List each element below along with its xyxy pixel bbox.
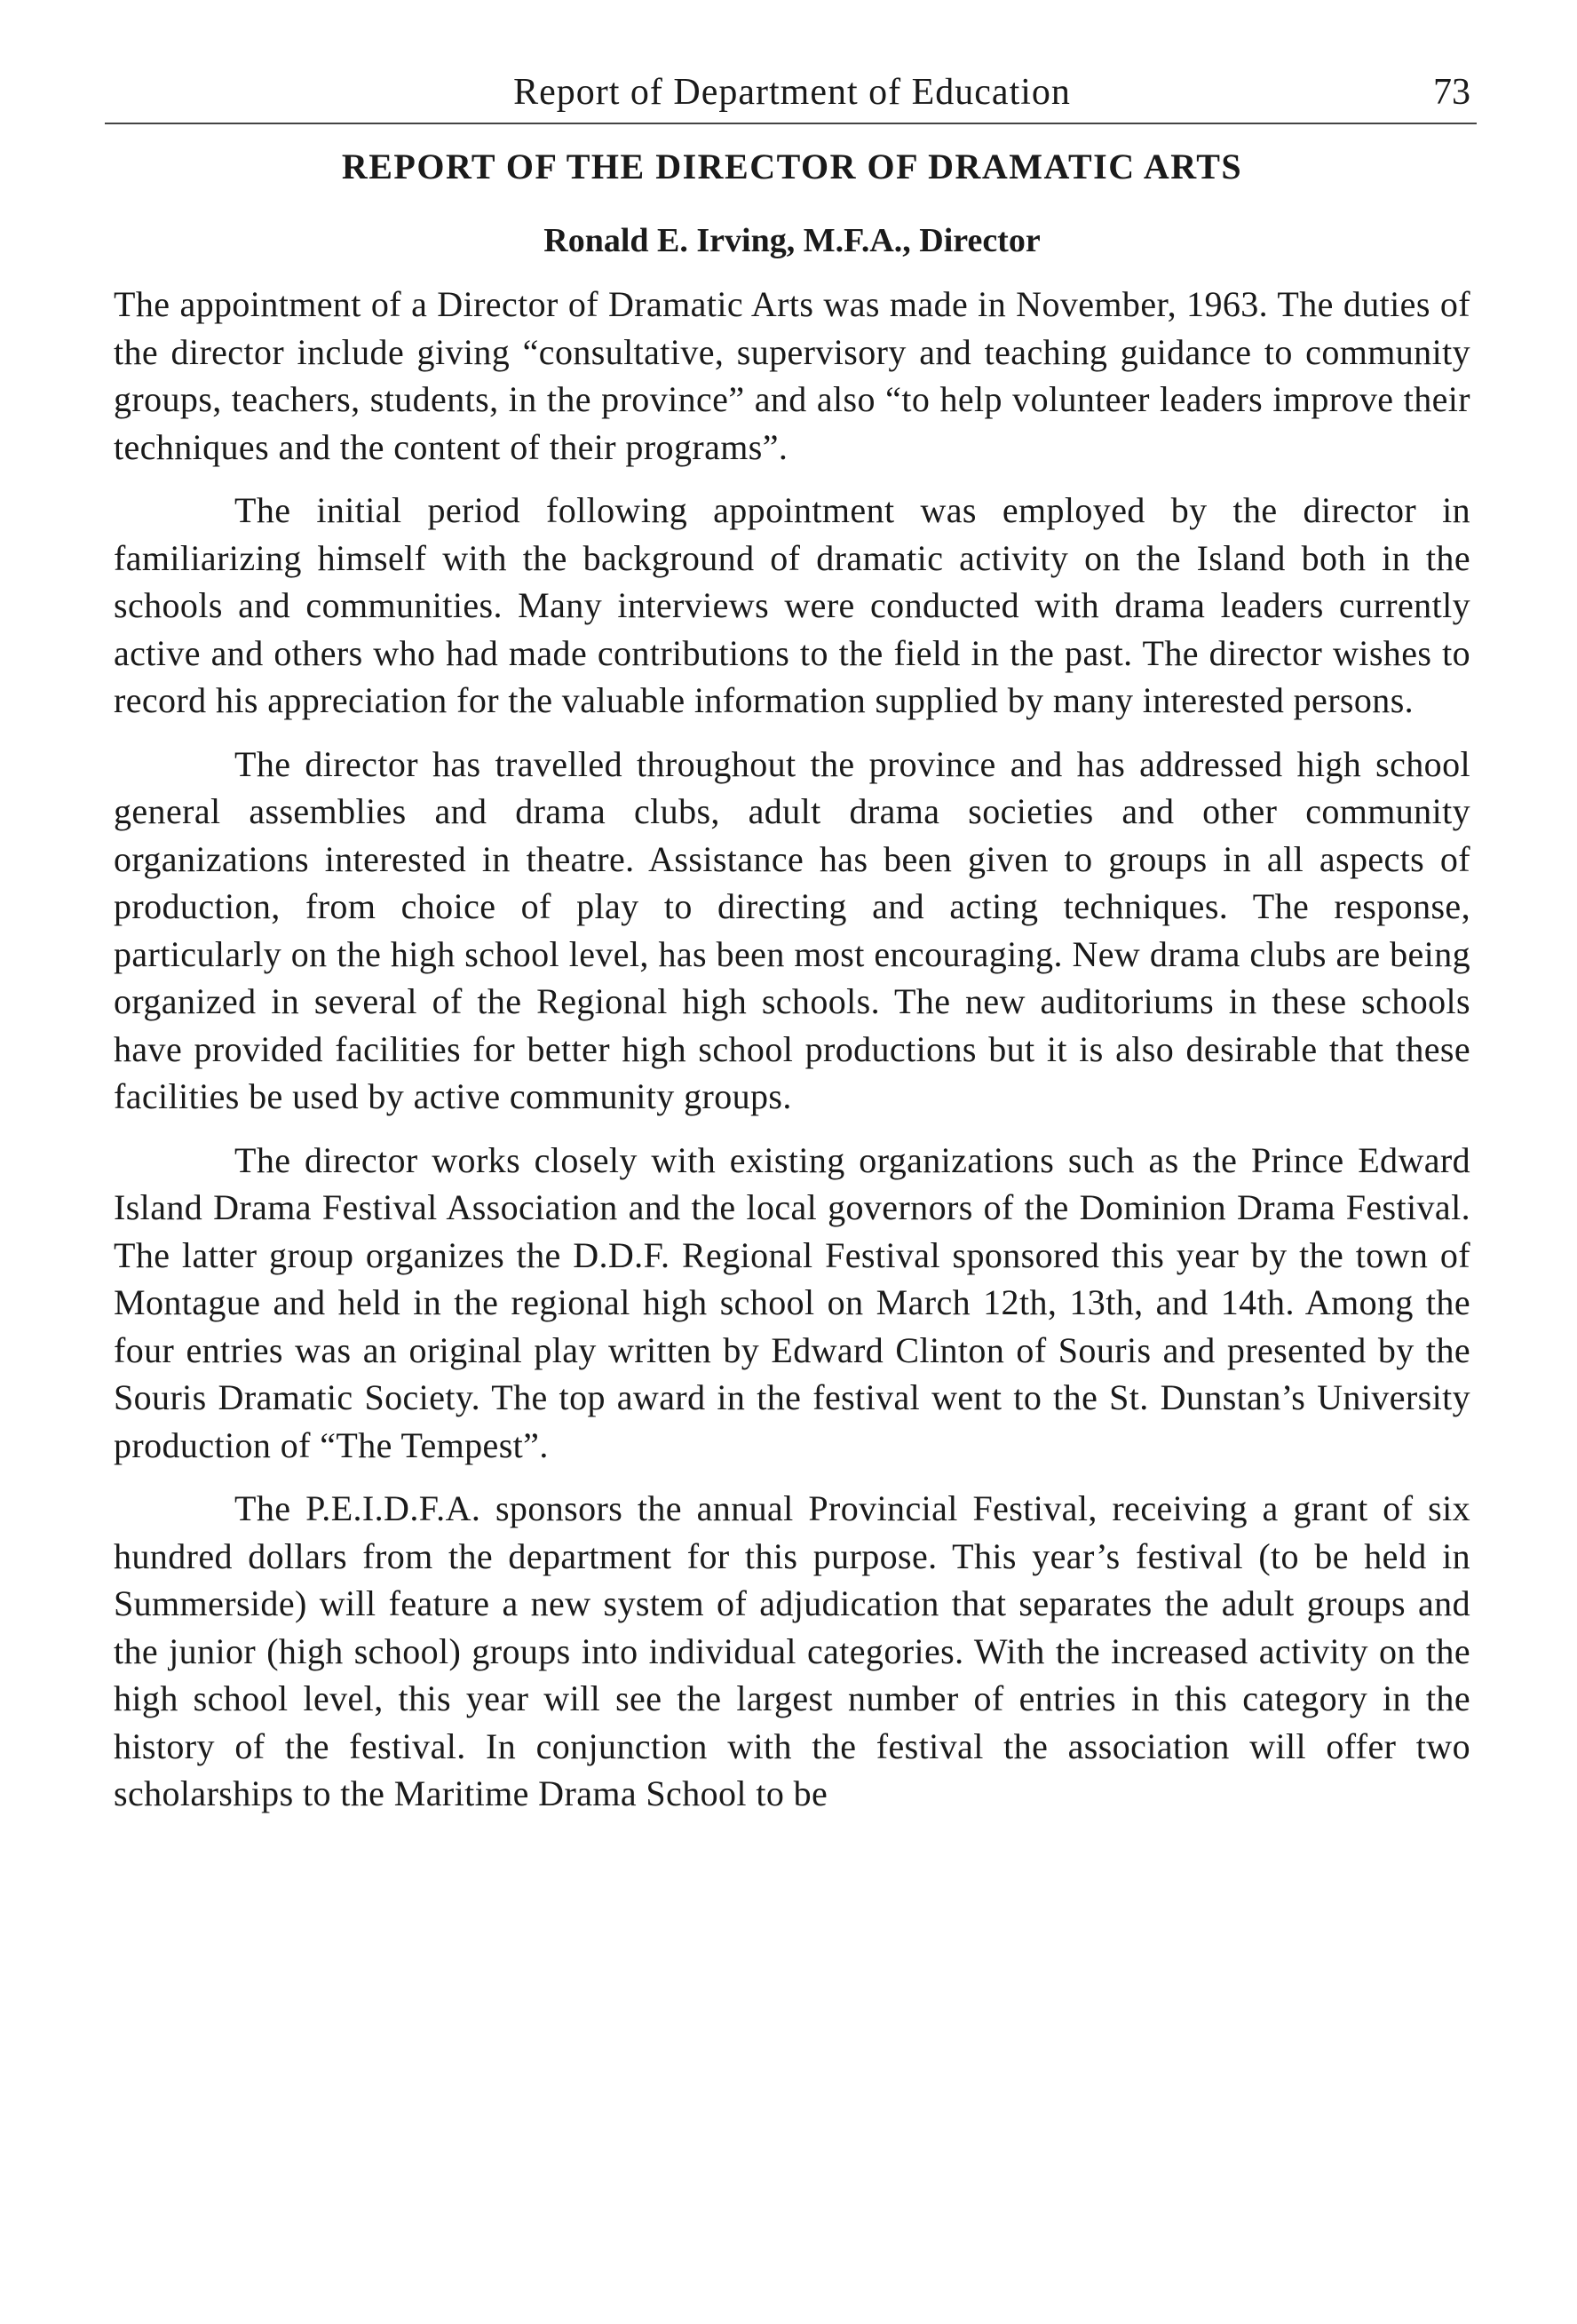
paragraph: The director works closely with existing organizations such as the Prince Edward Island Drama Festival Association and the local governors of the Dominion Drama Festival. The latter group organizes the D.D.F. Regional Festival sponsored this year by the town of Montague and held in the regional high school on March 12th, 13th, and 14th. Among the four entries was an original play written by Edward Clinton of Souris and presented by the Souris Dramatic Society. The top award in the festival went to the St. Dunstan’s University production of “The Tempest”.: [114, 1139, 1470, 1465]
paragraph: The appointment of a Director of Dramatic Arts was made in November, 1963. The duties of the director include giving “consultative, supervisory and teaching guidance to community groups, teachers, students, in the province” and also “to help volunteer leaders improve their techniques and the content of their programs”.: [114, 284, 1470, 467]
running-title: Report of Department of Education: [513, 72, 1071, 113]
running-header: [114, 66, 1470, 119]
body-text: [114, 281, 1470, 1834]
byline: Ronald E. Irving, M.F.A., Director: [543, 222, 1041, 259]
paragraph: The director has travelled throughout the province and has addressed high school general assemblies and drama clubs, adult drama societies and other community organizations interested in theatre. Assistance has been given to groups in all aspects of production, from choice of play to directing and acting techniques. The response, particularly on the high school level, has been most encouraging. New drama clubs are being organized in several of the Regional high schools. The new auditoriums in these schools have provided facilities for better high school productions but it is also desirable that these facilities be used by active community groups.: [114, 743, 1470, 1116]
paragraph: The initial period following appointment was employed by the director in familiarizing himself with the background of dramatic activity on the Island both in the schools and communities. Many interviews were conducted with drama leaders currently active and others who had made contributions to the field in the past. The director wishes to record his appreciation for the valuable information supplied by many interested persons.: [114, 490, 1470, 720]
article-title: REPORT OF THE DIRECTOR OF DRAMATIC ARTS: [341, 147, 1243, 186]
page-number: 73: [1433, 72, 1470, 113]
header-rule: [105, 123, 1477, 124]
paragraph: The P.E.I.D.F.A. sponsors the annual Provincial Festival, receiving a grant of six hundred dollars from the department for this purpose. This year’s festival (to be held in Summerside) will feature a new system of adjudication that separates the adult groups and the junior (high school) groups into individual categories. With the increased activity on the high school level, this year will see the largest number of entries in this category in the history of the festival. In conjunction with the festival the association will offer two scholarships to the Maritime Drama School to be: [114, 1488, 1470, 1813]
